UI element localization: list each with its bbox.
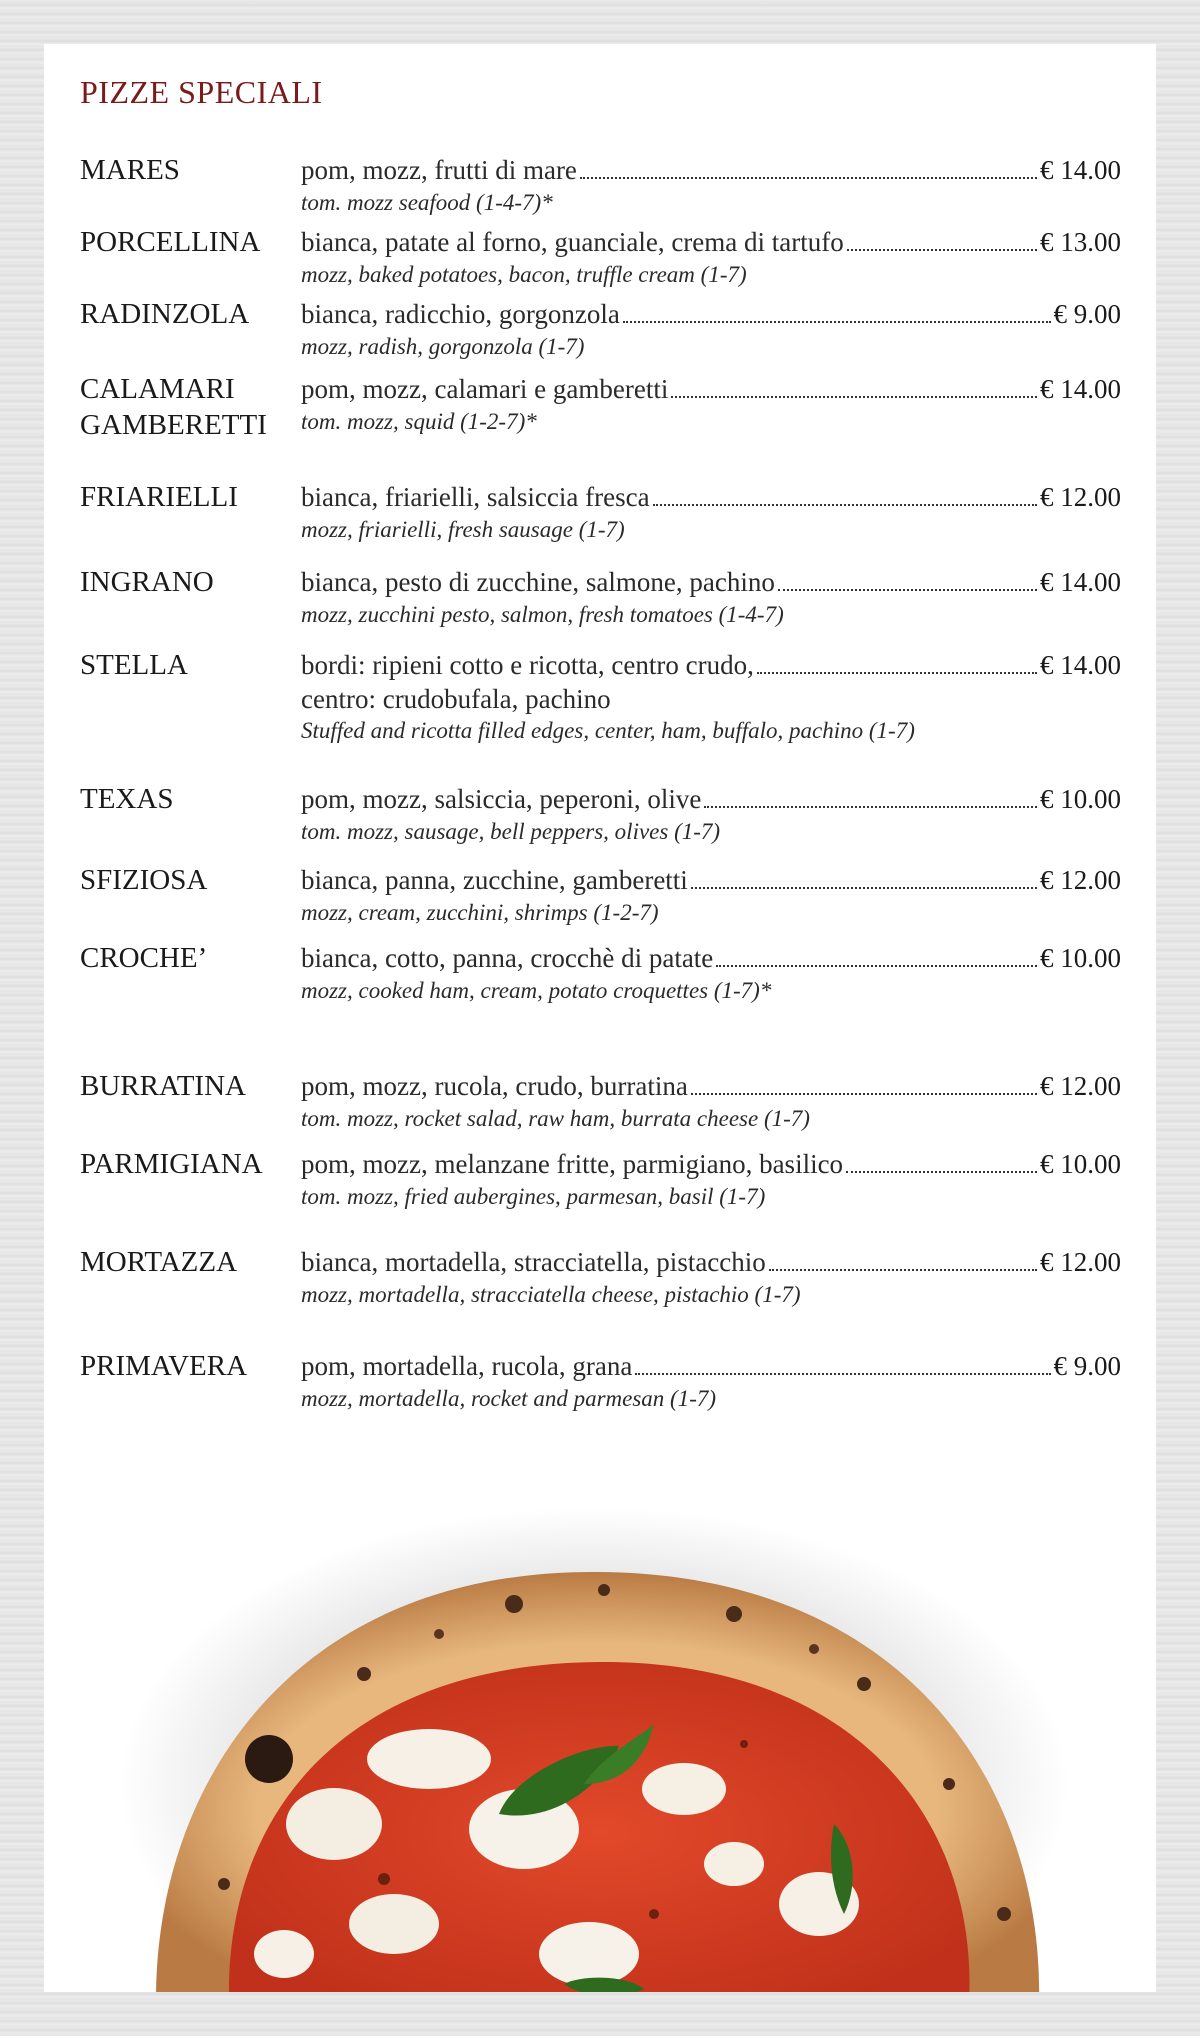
dot-leader [653, 504, 1037, 506]
item-body [301, 224, 1121, 290]
dot-leader [691, 887, 1037, 889]
item-desc-line [301, 862, 1121, 898]
item-description: bianca, friarielli, salsiccia fresca [301, 482, 650, 512]
item-body [301, 781, 1121, 847]
item-name: CROCHE’ [80, 942, 208, 974]
item-translation: tom. mozz, squid (1-2-7)* [301, 409, 537, 434]
item-price: € 10.00 [1040, 784, 1121, 814]
item-name: PARMIGIANA [80, 1148, 263, 1180]
item-desc-line [301, 1068, 1121, 1104]
item-translation: tom. mozz, rocket salad, raw ham, burrata cheese (1-7) [301, 1106, 810, 1131]
item-desc-line [301, 1244, 1121, 1280]
item-description: pom, mortadella, rucola, grana [301, 1351, 633, 1381]
item-body [301, 371, 1121, 437]
item-price: € 13.00 [1040, 227, 1121, 257]
item-desc-line [301, 371, 1121, 407]
dot-leader [769, 1269, 1037, 1271]
item-body [301, 647, 1121, 746]
item-body [301, 940, 1121, 1006]
item-translation: tom. mozz, fried aubergines, parmesan, basil (1-7) [301, 1184, 766, 1209]
section-title: PIZZE SPECIALI [80, 74, 323, 110]
item-body [301, 1348, 1121, 1414]
item-price: € 12.00 [1040, 482, 1121, 512]
item-description: bianca, radicchio, gorgonzola [301, 299, 620, 329]
item-body [301, 1146, 1121, 1212]
item-desc-line [301, 940, 1121, 976]
item-description: bianca, panna, zucchine, gamberetti [301, 865, 688, 895]
item-price: € 10.00 [1040, 943, 1121, 973]
item-price: € 12.00 [1040, 1071, 1121, 1101]
dot-leader [691, 1093, 1037, 1095]
item-desc-line [301, 479, 1121, 515]
item-price: € 10.00 [1040, 1149, 1121, 1179]
item-desc-line [301, 224, 1121, 260]
item-translation: mozz, cream, zucchini, shrimps (1-2-7) [301, 900, 659, 925]
item-price: € 12.00 [1040, 1247, 1121, 1277]
dot-leader [846, 1171, 1037, 1173]
item-description: pom, mozz, frutti di mare [301, 155, 577, 185]
item-description: pom, mozz, rucola, crudo, burratina [301, 1071, 688, 1101]
item-name: PORCELLINA [80, 226, 261, 258]
item-translation: tom. mozz seafood (1-4-7)* [301, 190, 553, 215]
item-desc-line [301, 1348, 1121, 1384]
pizza-photo [44, 1484, 1156, 1992]
item-body [301, 479, 1121, 545]
item-name: MORTAZZA [80, 1246, 238, 1278]
item-name: PRIMAVERA [80, 1350, 248, 1382]
item-translation: mozz, radish, gorgonzola (1-7) [301, 334, 585, 359]
item-body [301, 862, 1121, 928]
dot-leader [847, 249, 1037, 251]
item-name: TEXAS [80, 783, 174, 815]
item-body [301, 1244, 1121, 1310]
dot-leader [704, 806, 1037, 808]
item-price: € 14.00 [1040, 374, 1121, 404]
item-description: pom, mozz, salsiccia, peperoni, olive [301, 784, 702, 814]
item-description: pom, mozz, melanzane fritte, parmigiano, basilico [301, 1149, 844, 1179]
item-translation: Stuffed and ricotta filled edges, center, ham, buffalo, pachino (1-7) [301, 718, 915, 743]
dot-leader [635, 1373, 1050, 1375]
dot-leader [671, 396, 1037, 398]
dot-leader [778, 589, 1037, 591]
item-translation: mozz, mortadella, rocket and parmesan (1-7) [301, 1386, 717, 1411]
item-translation: mozz, baked potatoes, bacon, truffle cream (1-7) [301, 262, 747, 287]
item-description: bianca, pesto di zucchine, salmone, pachino [301, 567, 775, 597]
item-name: BURRATINA [80, 1070, 246, 1102]
item-price: € 14.00 [1040, 567, 1121, 597]
item-name: SFIZIOSA [80, 864, 208, 896]
item-name: STELLA [80, 649, 188, 681]
item-name: INGRANO [80, 566, 214, 598]
dot-leader [716, 965, 1037, 967]
item-description: bianca, mortadella, stracciatella, pistacchio [301, 1247, 766, 1277]
item-body [301, 1068, 1121, 1134]
item-name: FRIARIELLI [80, 481, 238, 513]
item-desc-line [301, 781, 1121, 817]
item-translation: mozz, zucchini pesto, salmon, fresh tomatoes (1-4-7) [301, 602, 784, 627]
dot-leader [623, 321, 1051, 323]
item-description: bordi: ripieni cotto e ricotta, centro crudo, [301, 650, 754, 680]
item-price: € 14.00 [1040, 155, 1121, 185]
item-translation: mozz, friarielli, fresh sausage (1-7) [301, 517, 625, 542]
item-name: MARES [80, 154, 180, 186]
item-price: € 14.00 [1040, 650, 1121, 680]
item-translation: mozz, cooked ham, cream, potato croquettes (1-7)* [301, 978, 772, 1003]
item-name: RADINZOLA [80, 298, 250, 330]
item-price: € 9.00 [1053, 299, 1121, 329]
item-price: € 12.00 [1040, 865, 1121, 895]
item-desc-line [301, 647, 1121, 683]
item-description: bianca, patate al forno, guanciale, crema di tartufo [301, 227, 844, 257]
item-desc-line [301, 296, 1121, 332]
menu-card [44, 44, 1156, 1992]
item-desc-line [301, 564, 1121, 600]
item-body [301, 152, 1121, 218]
dot-leader [580, 177, 1037, 179]
item-translation: mozz, mortadella, stracciatella cheese, pistachio (1-7) [301, 1282, 801, 1307]
item-body [301, 296, 1121, 362]
item-desc-line [301, 1146, 1121, 1182]
item-description-extra: centro: crudobufala, pachino [301, 684, 611, 714]
item-desc-line [301, 152, 1121, 188]
item-translation: tom. mozz, sausage, bell peppers, olives (1-7) [301, 819, 721, 844]
item-description: pom, mozz, calamari e gamberetti [301, 374, 669, 404]
margherita-pizza-icon [44, 1484, 1156, 1992]
item-description: bianca, cotto, panna, crocchè di patate [301, 943, 714, 973]
dot-leader [757, 672, 1037, 674]
item-body [301, 564, 1121, 630]
item-price: € 9.00 [1053, 1351, 1121, 1381]
item-name: CALAMARI GAMBERETTI [80, 373, 267, 441]
